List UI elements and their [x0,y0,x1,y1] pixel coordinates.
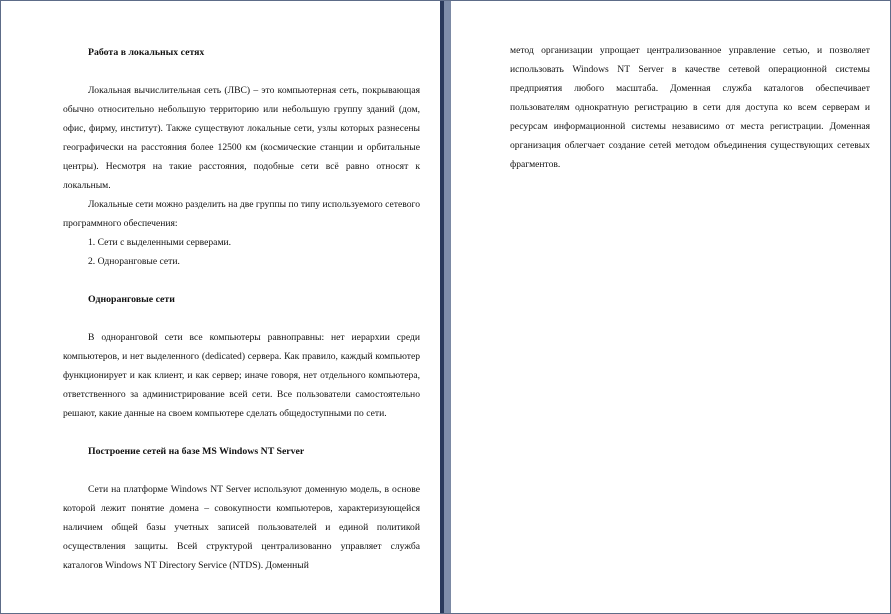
heading-local-networks: Работа в локальных сетях [88,47,205,58]
paragraph-domain-continuation: метод организации упрощает централизованное управление сетью, и позволяет использовать Windows NT Server в качестве сетевой операционной системы предприятия любого масштаба. Доменная служба каталогов обеспечивает пользователям однократную регистрацию в сети для доступа ко всем серверам и ресурсам информационной системы независимо от места регистрации. Доменная организация облегчает создание сетей методом объединения существующих сетевых фрагментов. [510,45,870,170]
heading-windows-nt: Построение сетей на базе MS Windows NT Server [88,446,305,457]
paragraph-network-groups: Локальные сети можно разделить на две группы по типу используемого сетевого программного обеспечения: [63,199,420,229]
page-right-content [510,41,870,174]
document-page-right[interactable] [451,1,890,614]
paragraph-lan-definition: Локальная вычислительная сеть (ЛВС) – это компьютерная сеть, покрывающая обычно относительно небольшую территорию или небольшую группу зданий (дом, офис, фирму, институт). Также существуют локальные сети, узлы которых разнесены географически на расстояния более 12500 км (космические станции и орбитальные центры). Несмотря на такие расстояния, подобные сети всё равно относят к локальным. [63,85,420,191]
paragraph-windows-nt: Сети на платформе Windows NT Server используют доменную модель, в основе которой лежит понятие домена – совокупности компьютеров, характеризующейся наличием общей базы учетных записей пользователей и единой политикой осуществления защиты. Всей структурой централизованно управляет служба каталогов Windows NT Directory Service (NTDS). Доменный [63,484,420,571]
document-page-left[interactable] [1,1,440,614]
list-item-peer-networks: 2. Одноранговые сети. [88,256,180,267]
list-item-dedicated-servers: 1. Сети с выделенными серверами. [88,237,232,248]
heading-peer-networks: Одноранговые сети [88,294,175,305]
page-left-content [63,43,420,575]
page-gutter [440,1,444,614]
paragraph-peer-networks: В одноранговой сети все компьютеры равноправны: нет иерархии среди компьютеров, и нет выделенного (dedicated) сервера. Как правило, каждый компьютер функционирует и как клиент, и как сервер; иначе говоря, нет отдельного компьютера, ответственного за администрирование всей сети. Все пользователи самостоятельно решают, какие данные на своем компьютере сделать общедоступными по сети. [63,332,420,419]
